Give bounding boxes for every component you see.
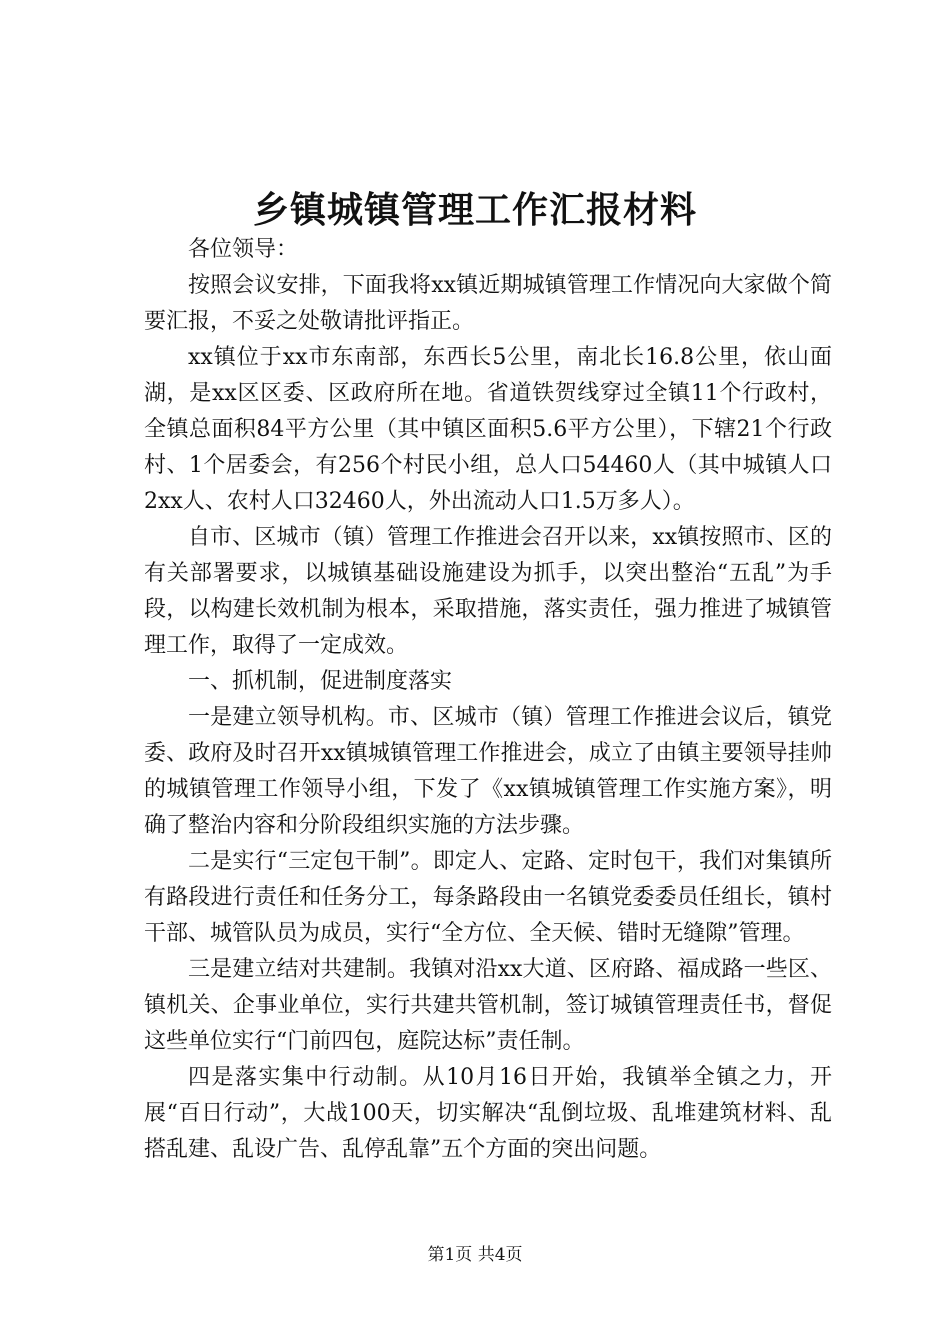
paragraph-point-2: 二是实行“三定包干制”。即定人、定路、定时包干，我们对集镇所有路段进行责任和任务分工，每条路段由一名镇党委委员任组长，镇村干部、城管队员为成员，实行“全方位、全天候、错时无缝隙”管理。: [144, 849, 832, 946]
paragraph-point-4: 四是落实集中行动制。从10月16日开始，我镇举全镇之力，开展“百日行动”，大战100天，切实解决“乱倒垃圾、乱堆建筑材料、乱搭乱建、乱设广告、乱停乱靠”五个方面的突出问题。: [144, 1065, 832, 1162]
salutation: 各位领导：: [188, 237, 299, 262]
paragraph-point-3: 三是建立结对共建制。我镇对沿xx大道、区府路、福成路一些区、镇机关、企事业单位，实行共建共管机制，签订城镇管理责任书，督促这些单位实行“门前四包，庭院达标”责任制。: [144, 957, 832, 1054]
paragraph-intro: 按照会议安排，下面我将xx镇近期城镇管理工作情况向大家做个简要汇报，不妥之处敬请批评指正。: [144, 273, 832, 334]
document-body: [144, 232, 832, 1168]
paragraph-overview: xx镇位于xx市东南部，东西长5公里，南北长16.8公里，依山面湖，是xx区区委、区政府所在地。省道铁贺线穿过全镇11个行政村，全镇总面积84平方公里（其中镇区面积5.6平方公里），下辖21个行政村、1个居委会，有256个村民小组，总人口54460人（其中城镇人口2xx人、农村人口32460人，外出流动人口1.5万多人）。: [144, 345, 832, 514]
section-heading: 一、抓机制，促进制度落实: [188, 669, 453, 694]
paragraph-point-1: 一是建立领导机构。市、区城市（镇）管理工作推进会议后，镇党委、政府及时召开xx镇城镇管理工作推进会，成立了由镇主要领导挂帅的城镇管理工作领导小组，下发了《xx镇城镇管理工作实施方案》，明确了整治内容和分阶段组织实施的方法步骤。: [144, 705, 832, 838]
paragraph-progress: 自市、区城市（镇）管理工作推进会召开以来，xx镇按照市、区的有关部署要求，以城镇基础设施建设为抓手，以突出整治“五乱”为手段，以构建长效机制为根本，采取措施，落实责任，强力推进了城镇管理工作，取得了一定成效。: [144, 525, 832, 658]
page-number-footer: 第1页 共4页: [427, 1245, 523, 1265]
document-title: 乡镇城镇管理工作汇报材料: [252, 189, 697, 231]
